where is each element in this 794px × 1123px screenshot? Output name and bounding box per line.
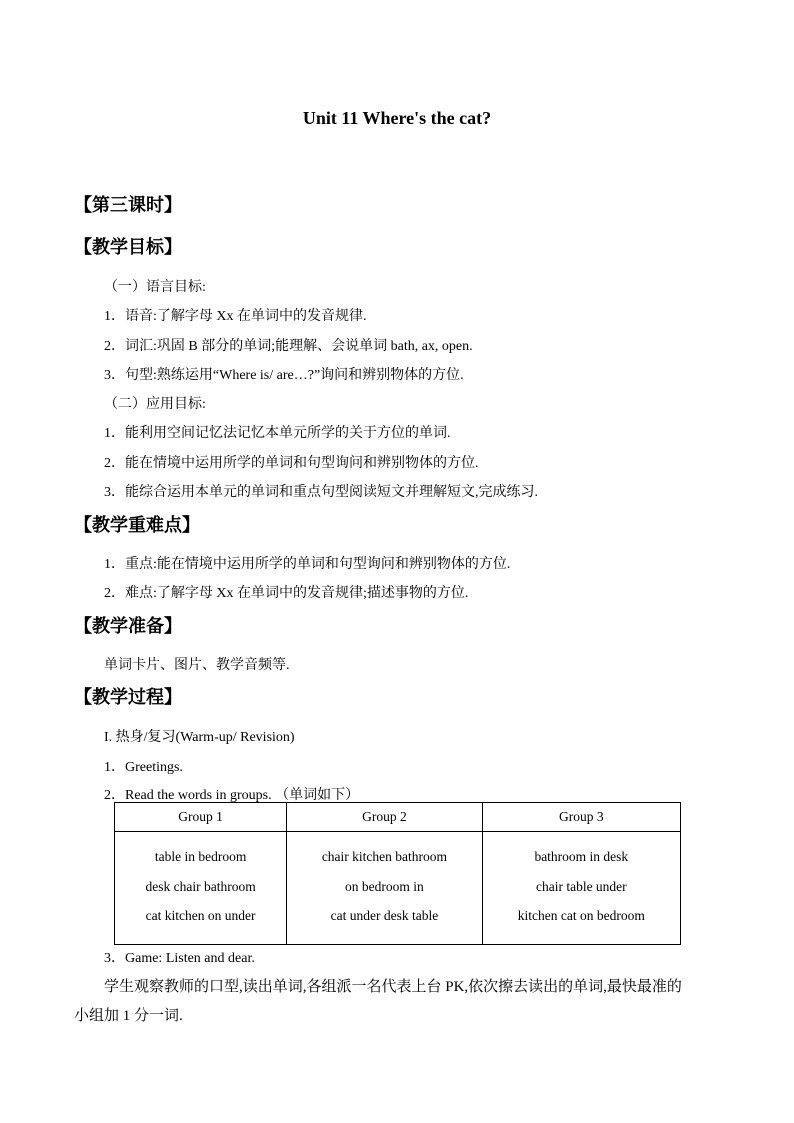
key-point-item: 1．重点:能在情境中运用所学的单词和句型询问和辨别物体的方位.: [104, 557, 511, 572]
lesson-label: 【第三课时】: [74, 195, 182, 215]
table-header-cell: Group 3: [482, 803, 680, 832]
application-objective-item: 1．能利用空间记忆法记忆本单元所学的关于方位的单词.: [104, 426, 451, 441]
word-line: table in bedroom: [154, 849, 247, 864]
table-row: [115, 832, 681, 945]
language-objective-item: 3．句型:熟练运用“Where is/ are…?”询问和辨别物体的方位.: [104, 368, 464, 383]
process-step: 1．Greetings.: [104, 760, 183, 775]
word-line: chair table under: [535, 878, 627, 894]
application-objectives-title: （二）应用目标:: [104, 397, 206, 412]
word-groups-table: [114, 802, 681, 945]
word-line: kitchen cat on bedroom: [517, 908, 645, 923]
group-2-cell: [287, 832, 482, 945]
document-title: Unit 11 Where's the cat?: [302, 108, 492, 128]
word-line: cat under desk table: [330, 908, 439, 923]
table-header-row: [115, 803, 681, 832]
process-step: 3．Game: Listen and dear.: [104, 951, 255, 966]
preparation-heading: 【教学准备】: [74, 616, 182, 636]
table-header-cell: Group 1: [115, 803, 287, 832]
language-objectives-title: （一）语言目标:: [104, 280, 206, 295]
application-objective-item: 2．能在情境中运用所学的单词和句型询问和辨别物体的方位.: [104, 456, 479, 471]
table-header-cell: Group 2: [287, 803, 482, 832]
application-objective-item: 3．能综合运用本单元的单词和重点句型阅读短文并理解短文,完成练习.: [104, 485, 538, 500]
word-line: chair kitchen bathroom: [321, 849, 448, 864]
word-line: bathroom in desk: [534, 849, 629, 864]
preparation-text: 单词卡片、图片、教学音频等.: [104, 658, 290, 673]
group-3-cell: [482, 832, 680, 945]
key-points-heading: 【教学重难点】: [74, 515, 200, 535]
word-line: cat kitchen on under: [145, 908, 256, 923]
objectives-heading: 【教学目标】: [74, 237, 182, 257]
process-step: 2．Read the words in groups. （单词如下）: [104, 788, 360, 803]
word-line: on bedroom in: [345, 878, 424, 894]
group-1-cell: [115, 832, 287, 945]
language-objective-item: 2．词汇:巩固 B 部分的单词;能理解、会说单词 bath, ax, open.: [104, 339, 473, 354]
key-point-item: 2．难点:了解字母 Xx 在单词中的发音规律;描述事物的方位.: [104, 586, 469, 601]
game-description-line: 小组加 1 分一词.: [74, 1008, 183, 1024]
warmup-section-title: I. 热身/复习(Warm-up/ Revision): [104, 730, 295, 745]
language-objective-item: 1．语音:了解字母 Xx 在单词中的发音规律.: [104, 309, 367, 324]
word-line: desk chair bathroom: [145, 878, 256, 894]
game-description-line: 学生观察教师的口型,读出单词,各组派一名代表上台 PK,依次擦去读出的单词,最快最准的: [104, 979, 682, 995]
process-heading: 【教学过程】: [74, 687, 182, 707]
